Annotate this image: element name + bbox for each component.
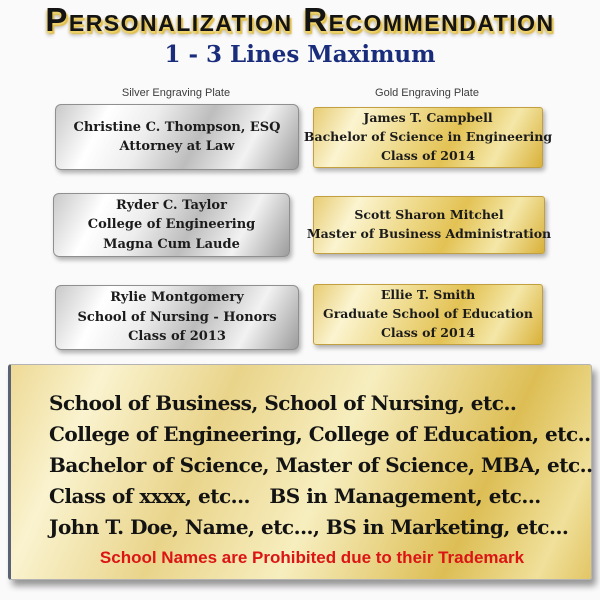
example-line: College of Engineering, College of Education, etc..: [49, 422, 591, 446]
example-line: John T. Doe, Name, etc..., BS in Marketing, etc...: [49, 515, 569, 539]
trademark-warning: School Names are Prohibited due to their Trademark: [99, 548, 525, 567]
plate-line: College of Engineering: [87, 217, 256, 233]
plate-line: Christine C. Thompson, ESQ: [73, 119, 281, 135]
plate-line: Class of 2014: [380, 324, 476, 340]
column-label-gold: Gold Engraving Plate: [375, 87, 479, 99]
gold-plate-2: [306, 196, 552, 254]
gold-plate-3: [313, 284, 543, 345]
silver-plate-3: [55, 285, 299, 350]
gold-plate-1: [303, 107, 553, 168]
page-subtitle: 1 - 3 Lines Maximum: [164, 41, 436, 68]
plate-line: Attorney at Law: [119, 139, 235, 154]
silver-plate-1: [55, 104, 299, 170]
plate-line: Ellie T. Smith: [380, 287, 476, 303]
example-line: Bachelor of Science, Master of Science, MBA, etc..: [49, 453, 593, 477]
plate-line: Rylie Montgomery: [110, 290, 244, 306]
plate-line: Scott Sharon Mitchel: [354, 207, 504, 223]
page-title: Personalization Recommendation: [45, 1, 555, 38]
plate-line: Master of Business Administration: [306, 226, 552, 241]
column-label-silver: Silver Engraving Plate: [121, 87, 231, 99]
plate-line: Bachelor of Science in Engineering: [303, 129, 553, 145]
plate-line: Ryder C. Taylor: [116, 197, 227, 213]
plate-line: Graduate School of Education: [323, 306, 533, 322]
examples-plate: [8, 364, 592, 580]
plate-line: James T. Campbell: [363, 110, 493, 126]
plate-line: Class of 2014: [380, 147, 476, 163]
plate-line: Magna Cum Laude: [103, 236, 240, 252]
example-line: Class of xxxx, etc... BS in Management, etc...: [49, 484, 541, 508]
example-line: School of Business, School of Nursing, etc..: [49, 391, 517, 415]
plate-line: School of Nursing - Honors: [77, 309, 277, 325]
silver-plate-2: [53, 193, 290, 257]
plate-line: Class of 2013: [128, 329, 226, 345]
